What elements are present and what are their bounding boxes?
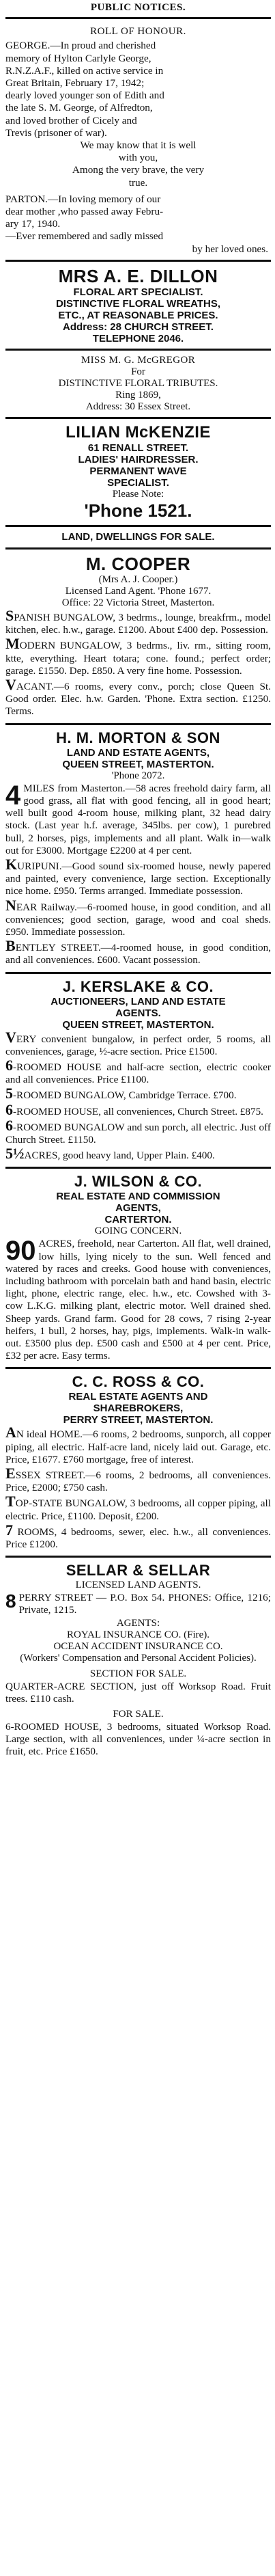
- listing: 5-ROOMED BUNGALOW, Cambridge Terrace. £700.: [5, 1085, 237, 1102]
- divider: [5, 723, 271, 725]
- divider: [5, 1556, 271, 1558]
- listing: 6-ROOMED HOUSE, all conveniences, Church Street. £875.: [5, 1100, 263, 1118]
- george-notice: [5, 40, 271, 189]
- mcgregor-name: MISS M. G. McGREGOR: [81, 354, 196, 366]
- mckenzie-line: 61 RENALL STREET.: [87, 442, 189, 454]
- verse-line: true.: [128, 176, 148, 189]
- dillon-line: DISTINCTIVE FLORAL WREATHS,: [55, 297, 221, 310]
- george-line: GEORGE.—In proud and cherished: [5, 40, 156, 52]
- ross-ad: [5, 1371, 271, 1554]
- george-line: Trevis (prisoner of war).: [5, 126, 107, 139]
- mckenzie-line: SPECIALIST.: [107, 476, 169, 489]
- kerslake-ad: [5, 976, 271, 1165]
- divider: [5, 525, 271, 527]
- ross-line: PERRY STREET, MASTERTON.: [63, 1414, 214, 1426]
- george-line: and loved brother of Cicely and: [5, 114, 137, 126]
- divider: [5, 547, 271, 550]
- public-notices-header: PUBLIC NOTICES.: [90, 2, 186, 13]
- dillon-name: MRS A. E. DILLON: [58, 265, 218, 286]
- george-line: the late S. M. George, of Alfredton,: [5, 102, 153, 114]
- mckenzie-line: Please Note:: [112, 488, 164, 500]
- divider: [5, 349, 271, 351]
- sellar-line: LICENSED LAND AGENTS.: [75, 1580, 201, 1591]
- mcgregor-line: Ring 1869,: [115, 389, 161, 401]
- listing: KURIPUNI.—Good sound six-roomed house, newly papered and painted, every convenience, large section. Exceptionally nice home. £950. Terms arranged. Immediate possession.: [5, 855, 271, 897]
- listing: TOP-STATE BUNGALOW, 3 bedrooms, all copper piping, all electric. Price, £1100. Deposit, £200.: [5, 1493, 271, 1522]
- wilson-ad: [5, 1171, 271, 1365]
- listing: ESSEX STREET.—6 rooms, 2 bedrooms, all conveniences. Price, £2000; £750 cash.: [5, 1465, 271, 1494]
- divider: [5, 1367, 271, 1369]
- kerslake-line: AGENTS.: [115, 1007, 161, 1019]
- sellar-name: SELLAR & SELLAR: [66, 1562, 211, 1580]
- mcgregor-line: For: [131, 366, 145, 377]
- morton-ad: [5, 727, 271, 970]
- divider: [5, 17, 271, 19]
- mcgregor-line: Address: 30 Essex Street.: [85, 401, 191, 412]
- george-line: R.N.Z.A.F., killed on active service in: [5, 64, 164, 77]
- listing: BENTLEY STREET.—4-roomed house, in good condition, and all conveniences. £600. Vacant possession.: [5, 937, 271, 966]
- land-section-header: LAND, DWELLINGS FOR SALE.: [61, 530, 215, 543]
- listing: 6-ROOMED HOUSE and half-acre section, electric cooker and all conveniences. Price £1100.: [5, 1056, 271, 1086]
- parton-line: dear mother ,who passed away Febru-: [5, 206, 164, 218]
- cooper-ad: [5, 552, 271, 721]
- cooper-line: Licensed Land Agent. 'Phone 1677.: [65, 586, 212, 597]
- wilson-line: GOING CONCERN.: [94, 1225, 182, 1237]
- morton-line: 'Phone 2072.: [111, 770, 165, 781]
- parton-line: ary 17, 1940.: [5, 218, 61, 230]
- listing: 6-ROOMED BUNGALOW and sun porch, all electric. Just off Church Street. £1150.: [5, 1116, 271, 1145]
- listing: 6-ROOMED HOUSE, 3 bedrooms, situated Worksop Road. Large section, with all conveniences, under ¼-acre section in fruit, etc. Price £1650.: [5, 1721, 271, 1758]
- dillon-line: TELEPHONE 2046.: [92, 332, 184, 344]
- sellar-line: OCEAN ACCIDENT INSURANCE CO.: [53, 1640, 223, 1652]
- mckenzie-line: PERMANENT WAVE: [89, 465, 187, 477]
- verse-line: We may know that it is well: [80, 139, 197, 152]
- dillon-line: ETC., AT REASONABLE PRICES.: [58, 309, 218, 321]
- divider: [5, 1167, 271, 1169]
- cooper-line: (Mrs A. J. Cooper.): [98, 574, 178, 586]
- ross-name: C. C. ROSS & CO.: [72, 1373, 205, 1391]
- morton-name: H. M. MORTON & SON: [56, 729, 220, 746]
- divider: [5, 972, 271, 974]
- kerslake-line: QUEEN STREET, MASTERTON.: [62, 1018, 214, 1031]
- wilson-name: J. WILSON & CO.: [74, 1173, 203, 1191]
- mcgregor-line: DISTINCTIVE FLORAL TRIBUTES.: [58, 377, 218, 389]
- listing: 90 ACRES, freehold, near Carterton. All flat, well drained, low hills, lying nicely to the sun. Well fenced and watered by races and creeks. Good house with conveniences, including bathroom with porcelain bath and hand basin, electric light, phone, electric range, elec. h.w., etc. Cowshed with 3-cow L.K.G. milking plant, electric motor. Well drained shed. Sheep yards. Grand farm. Good for 28 cows, 7 rising 2-year heifers, 1 bull, 2 horses, hay, pigs, implements. Walk-in walk-out. £3500 plus dep. £500 cash and £500 at 4 per cent. Price, £32 per acre. Easy terms.: [5, 1236, 271, 1362]
- sellar-line: ROYAL INSURANCE CO. (Fire).: [66, 1629, 210, 1640]
- sellar-ad: [5, 1560, 271, 1761]
- listing: SPANISH BUNGALOW, 3 bedrms., lounge, breakfrm., model kitchen, elec. h.w., garage. £1200. About £400 dep. Possession.: [5, 607, 271, 636]
- listing: AN ideal HOME.—6 rooms, 2 bedrooms, sunporch, all copper piping, all electric. Half-acre land, nicely laid out. Garage, etc. Price, £1677. £760 mortgage, free of interest.: [5, 1424, 271, 1465]
- cooper-name: M. COOPER: [85, 554, 191, 575]
- divider: [5, 417, 271, 419]
- mckenzie-ad: [5, 421, 271, 523]
- george-line: memory of Hylton Carlyle George,: [5, 52, 151, 64]
- kerslake-name: J. KERSLAKE & CO.: [62, 977, 214, 995]
- morton-line: QUEEN STREET, MASTERTON.: [62, 758, 214, 770]
- george-line: dearly loved younger son of Edith and: [5, 90, 164, 102]
- roll-of-honour: [5, 21, 271, 258]
- verse-line: Among the very brave, the very: [72, 164, 205, 176]
- wilson-line: CARTERTON.: [104, 1214, 172, 1226]
- parton-line: —Ever remembered and sadly missed: [5, 230, 164, 243]
- dillon-line: FLORAL ART SPECIALIST.: [73, 286, 203, 298]
- mcgregor-ad: [5, 353, 271, 415]
- listing: MODERN BUNGALOW, 3 bedrms., liv. rm., sitting room, ktte, everything. Heart totara; cone. found.; perfect order; garage. £1550. Dep. £850. A very fine home. Possession.: [5, 635, 271, 677]
- sellar-section-title: SECTION FOR SALE.: [89, 1668, 187, 1679]
- listing: 7 ROOMS, 4 bedrooms, sewer, elec. h.w., all conveniences. Price £1200.: [5, 1521, 271, 1551]
- sellar-section-title: FOR SALE.: [113, 1709, 164, 1720]
- kerslake-line: AUCTIONEERS, LAND AND ESTATE: [50, 995, 226, 1007]
- sellar-address: 8 PERRY STREET — P.O. Box 54. PHONES: Office, 1216; Private, 1215.: [5, 1590, 271, 1616]
- parton-line: PARTON.—In loving memory of our: [5, 193, 161, 205]
- wilson-line: REAL ESTATE AND COMMISSION: [56, 1191, 220, 1203]
- dillon-ad: [5, 264, 271, 347]
- listing: VERY convenient bungalow, in perfect order, 5 rooms, all conveniences, garage, ½-acre section. Price £1500.: [5, 1028, 271, 1057]
- sellar-line: AGENTS:: [116, 1617, 160, 1629]
- morton-line: LAND AND ESTATE AGENTS,: [66, 746, 210, 759]
- listing: VACANT.—6 rooms, every conv., porch; close Queen St. Good order. Elec. h.w. Garden. 'Phone. Extra section. £1250. Terms.: [5, 676, 271, 718]
- mckenzie-name: LILIAN McKENZIE: [66, 422, 211, 442]
- ross-line: SHAREBROKERS,: [93, 1402, 184, 1415]
- listing: QUARTER-ACRE SECTION, just off Worksop Road. Fruit trees. £110 cash.: [5, 1680, 271, 1705]
- listing: NEAR Railway.—6-roomed house, in good condition, and all conveniences; good section, garage, wood and coal sheds. £950. Immediate possession.: [5, 896, 271, 938]
- listing: 5½ACRES, good heavy land, Upper Plain. £400.: [5, 1145, 215, 1163]
- parton-line: by her loved ones.: [192, 243, 268, 255]
- newspaper-column: [5, 0, 271, 1761]
- parton-notice: [5, 193, 271, 256]
- dillon-line: Address: 28 CHURCH STREET.: [63, 321, 214, 333]
- verse-line: with you,: [118, 152, 158, 164]
- listing: 4 MILES from Masterton.—58 acres freehold dairy farm, all good grass, all flat with good fencing, all in good heart; well built good 4-room house, milking plant, 32 head dairy stock. (Last year h.f. average, 345lbs. per cow), 1 purebred bull, 2 horses, pigs, implements and all plant. Walk in—walk out for £3000. Mortgage £2200 at 4 per cent.: [5, 780, 271, 856]
- wilson-line: AGENTS,: [115, 1202, 161, 1215]
- roll-title: ROLL OF HONOUR.: [90, 26, 186, 38]
- ross-line: REAL ESTATE AGENTS AND: [68, 1391, 208, 1403]
- cooper-line: Office: 22 Victoria Street, Masterton.: [61, 597, 215, 609]
- mckenzie-phone: 'Phone 1521.: [84, 500, 192, 521]
- sellar-line: (Workers' Compensation and Personal Accident Policies).: [20, 1652, 257, 1664]
- george-line: Great Britain, February 17, 1942;: [5, 77, 145, 90]
- divider: [5, 260, 271, 262]
- mckenzie-line: LADIES' HAIRDRESSER.: [78, 453, 199, 465]
